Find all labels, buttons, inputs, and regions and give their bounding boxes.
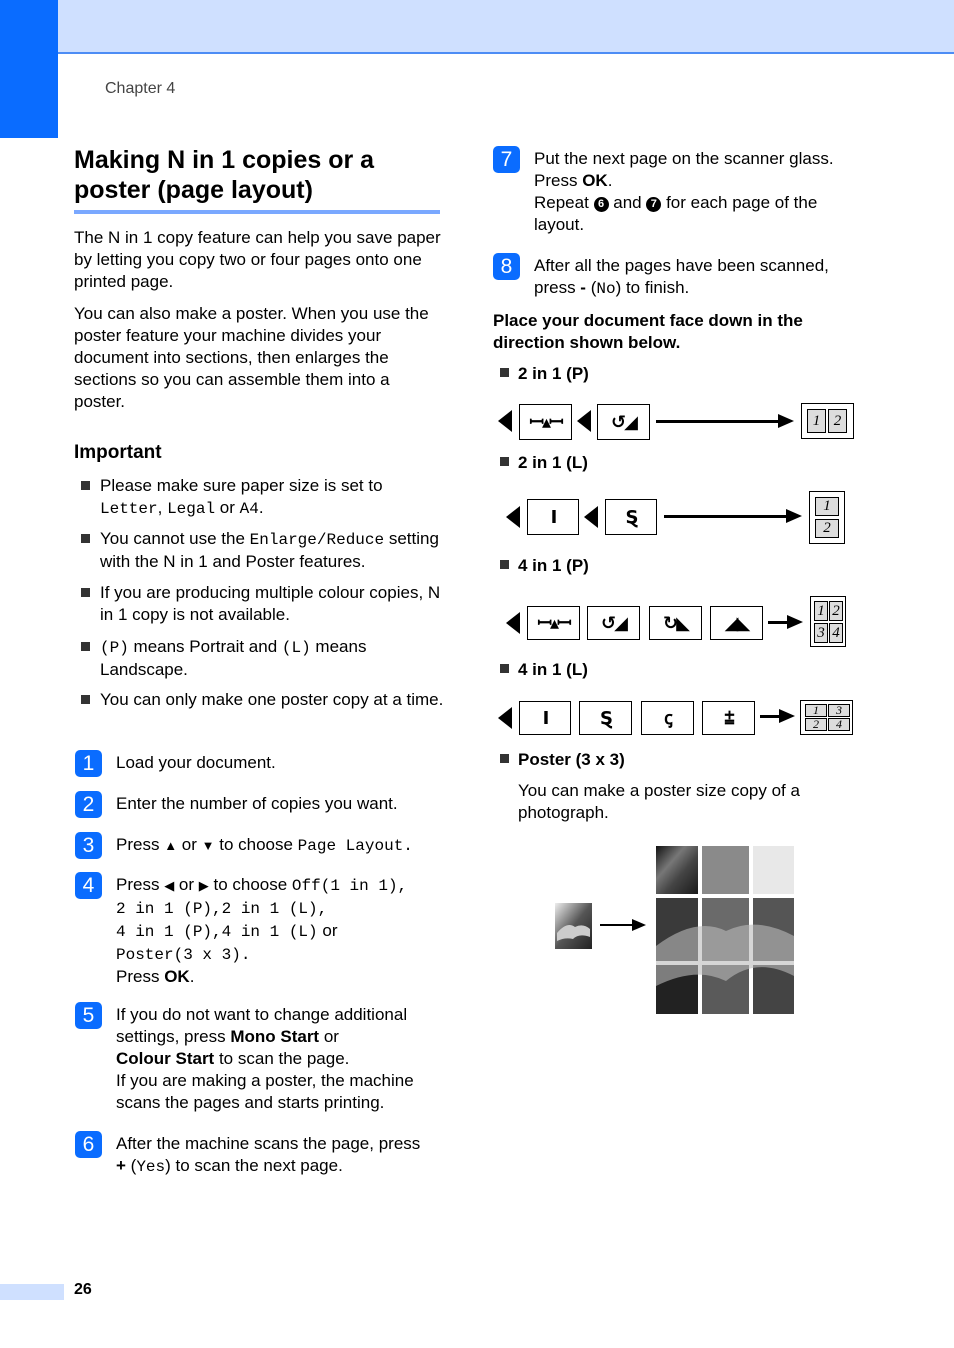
page-number: 26: [74, 1281, 92, 1298]
arrow-line: [768, 621, 788, 624]
result-cell-1: 1: [814, 601, 828, 621]
down-arrow-icon: ▼: [201, 838, 215, 853]
section-title: Making N in 1 copies or a poster (page layout): [74, 146, 375, 204]
result-cell-2: 2: [829, 601, 843, 621]
result-cell-3: 3: [814, 623, 828, 643]
page-1-portrait: ꟷ▴ꟷ: [519, 404, 572, 440]
important-bullet-2: You cannot use the Enlarge/Reduce setting with the N in 1 and Poster features.: [81, 528, 447, 573]
important-bullet-1: Please make sure paper size is set to Letter, Legal or A4.: [81, 475, 447, 520]
page-2-landscape: Ȿ: [579, 701, 632, 735]
poster-tiles-photo: [656, 846, 797, 1016]
step-7-reference: 7: [646, 197, 661, 212]
right-arrow-icon: ▶: [198, 878, 209, 893]
step-7: 7 Put the next page on the scanner glass. Press OK. Repeat 6 and 7 for each page of the layout.: [493, 148, 863, 236]
arrow-line: [760, 715, 780, 718]
option-4in1-landscape: 4 in 1 (L): [500, 660, 588, 680]
step-6: 6 After the machine scans the page, press + (Yes) to scan the next page.: [75, 1133, 445, 1178]
bullet-square-icon: [81, 695, 90, 704]
result-sheet: [800, 700, 853, 735]
page-4-portrait: ◢◣: [710, 606, 763, 640]
step-number-badge: 2: [75, 791, 102, 818]
chapter-label: Chapter 4: [105, 80, 176, 97]
feed-direction-icon: [584, 506, 598, 528]
bullet-square-icon: [81, 642, 90, 651]
result-cell-4: 4: [828, 718, 850, 731]
option-2in1-portrait: 2 in 1 (P): [500, 364, 589, 384]
result-cell-3: 3: [828, 704, 850, 717]
footer-bar: [0, 1284, 64, 1300]
important-heading: Important: [74, 442, 162, 463]
handshake-photo-small: [555, 903, 592, 949]
bullet-square-icon: [500, 754, 509, 763]
result-cell-1: 1: [815, 497, 839, 516]
placement-heading: Place your document face down in the direction shown below.: [493, 311, 803, 352]
step-number-badge: 4: [75, 872, 102, 899]
feed-direction-icon: [577, 410, 591, 432]
step-number-badge: 1: [75, 750, 102, 777]
step-1: 1 Load your document.: [75, 752, 445, 774]
feed-direction-icon: [498, 410, 512, 432]
feed-direction-icon: [506, 506, 520, 528]
result-cell-1: 1: [807, 409, 826, 433]
intro-paragraph-1: The N in 1 copy feature can help you save paper by letting you copy two or four pages onto one printed page.: [74, 228, 441, 291]
important-bullet-4: (P) means Portrait and (L) means Landscape.: [81, 636, 447, 681]
header-bar: [58, 0, 954, 54]
page-2-portrait: ↺◢: [587, 606, 640, 640]
arrow-right-icon: [787, 615, 803, 629]
arrow-line: [600, 924, 634, 926]
intro-paragraph-2: You can also make a poster. When you use the poster feature your machine divides your document into sections, then enlarges the sections so you can assemble them into a poster.: [74, 304, 429, 411]
bullet-square-icon: [500, 664, 509, 673]
arrow-right-icon: [786, 509, 802, 523]
page-1-portrait: ꟷ▴ꟷ: [527, 606, 580, 640]
bullet-square-icon: [500, 368, 509, 377]
page-3-portrait: ↻◣: [649, 606, 702, 640]
title-underline: [74, 210, 440, 214]
result-cell-2: 2: [815, 519, 839, 538]
result-cell-1: 1: [805, 704, 827, 717]
feed-direction-icon: [498, 707, 512, 729]
up-arrow-icon: ▲: [164, 838, 178, 853]
bullet-square-icon: [500, 457, 509, 466]
feed-direction-icon: [506, 612, 520, 634]
result-sheet: [809, 491, 845, 544]
bullet-square-icon: [500, 560, 509, 569]
arrow-line: [656, 420, 780, 423]
page-4-landscape: ⩲: [702, 701, 755, 735]
step-4: 4 Press ◀ or ▶ to choose Off(1 in 1), 2 in 1 (P),2 in 1 (L), 4 in 1 (P),4 in 1 (L) or Poster(3 x 3). Press OK.: [75, 874, 445, 988]
step-number-badge: 6: [75, 1131, 102, 1158]
bullet-square-icon: [81, 534, 90, 543]
step-5: 5 If you do not want to change additional settings, press Mono Start or Colour Start to scan the page. If you are making a poster, the machine scans the pages and starts printing.: [75, 1004, 445, 1114]
important-bullet-3: If you are producing multiple colour copies, N in 1 copy is not available.: [81, 582, 447, 626]
step-3: 3 Press ▲ or ▼ to choose Page Layout.: [75, 834, 445, 857]
bullet-square-icon: [81, 588, 90, 597]
page-2-landscape: Ȿ: [605, 499, 657, 535]
step-number-badge: 8: [493, 253, 520, 280]
step-number-badge: 7: [493, 146, 520, 173]
page-1-landscape: Ⅰ: [527, 499, 579, 535]
step-8: 8 After all the pages have been scanned, press - (No) to finish.: [493, 255, 863, 300]
result-cell-2: 2: [805, 718, 827, 731]
important-bullet-5: You can only make one poster copy at a time.: [81, 689, 447, 711]
option-poster: Poster (3 x 3): [500, 750, 625, 770]
step-2: 2 Enter the number of copies you want.: [75, 793, 445, 815]
arrow-right-icon: [632, 919, 646, 931]
page-2-portrait: ↺◢: [597, 404, 650, 440]
poster-description: You can make a poster size copy of a photograph.: [518, 781, 800, 822]
result-cell-4: 4: [829, 623, 843, 643]
page-1-landscape: Ⅰ: [519, 701, 571, 735]
result-cell-2: 2: [828, 409, 847, 433]
chapter-tab: [0, 0, 58, 138]
arrow-line: [664, 515, 788, 518]
arrow-right-icon: [779, 709, 795, 723]
step-number-badge: 5: [75, 1002, 102, 1029]
result-sheet: [810, 596, 846, 647]
arrow-right-icon: [778, 414, 794, 428]
bullet-square-icon: [81, 481, 90, 490]
result-sheet: [801, 403, 854, 439]
page-3-landscape: ꞔ: [641, 701, 694, 735]
option-4in1-portrait: 4 in 1 (P): [500, 556, 589, 576]
left-arrow-icon: ◀: [164, 878, 175, 893]
option-2in1-landscape: 2 in 1 (L): [500, 453, 588, 473]
step-6-reference: 6: [594, 197, 609, 212]
step-number-badge: 3: [75, 832, 102, 859]
